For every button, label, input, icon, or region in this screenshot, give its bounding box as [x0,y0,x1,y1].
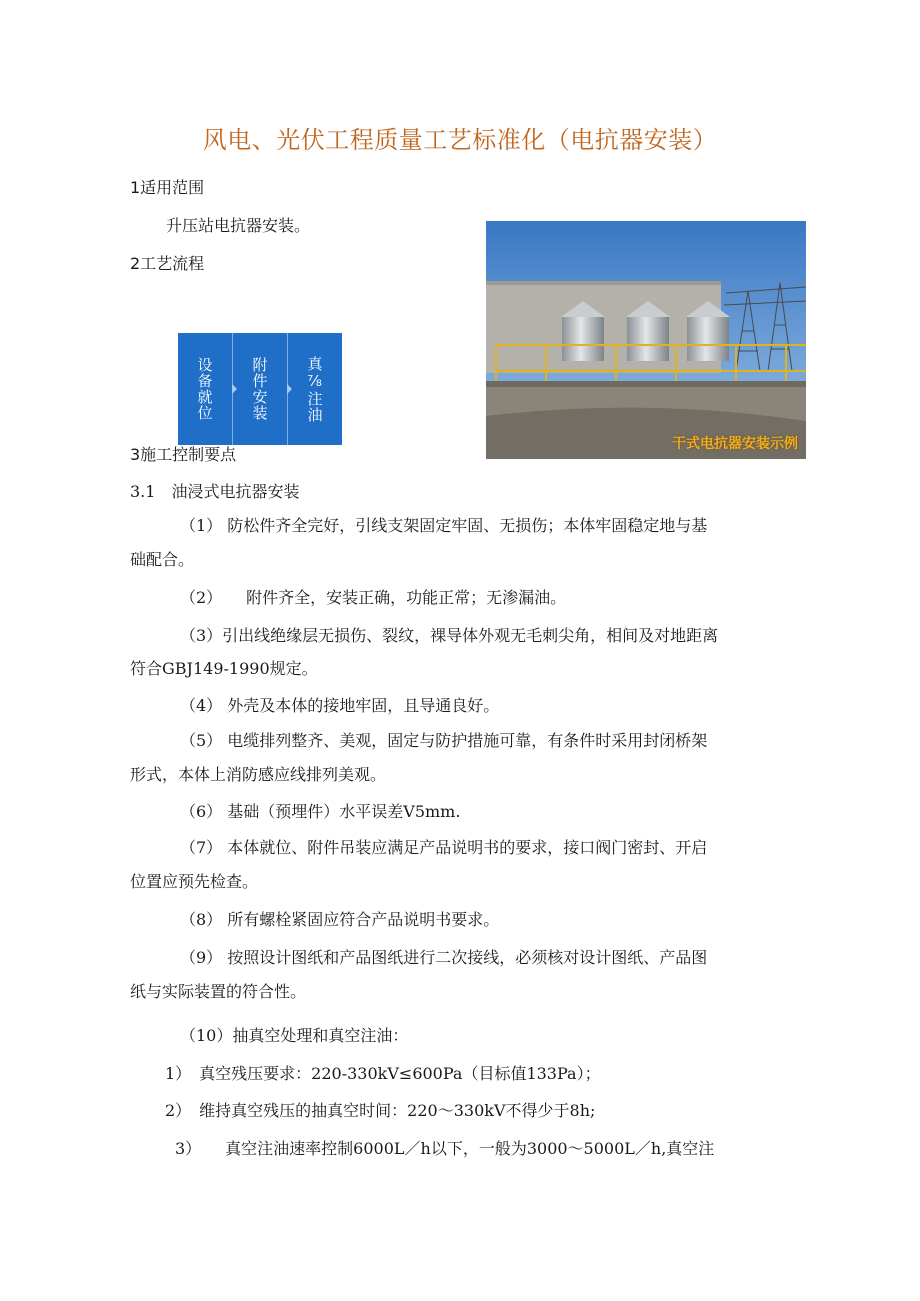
photo-caption: 干式电抗器安装示例 [672,436,798,452]
section-heading-scope: 1适用范围 [130,178,205,197]
list-item: （7） 本体就位、附件吊装应满足产品说明书的要求，接口阀门密封、开启 [180,838,708,857]
list-item: （5） 电缆排列整齐、美观，固定与防护措施可靠，有条件时采用封闭桥架 [180,731,708,750]
list-item: （6） 基础（预埋件）水平误差V5mm. [180,802,461,821]
list-item: （3）引出线绝缘层无损伤、裂纹，裸导体外观无毛刺尖角，相间及对地距离 [180,626,719,645]
section-heading-process: 2工艺流程 [130,254,205,273]
list-item: 位置应预先检查。 [130,872,259,891]
list-item: 纸与实际装置的符合性。 [130,982,307,1001]
section-heading-control: 3施工控制要点 [130,445,237,464]
process-flow-diagram [178,333,342,445]
list-item: 3） 真空注油速率控制6000L／h以下，一般为3000～5000L／h,真空注 [175,1139,715,1158]
scope-text: 升压站电抗器安装。 [166,216,311,235]
flow-step-3 [288,333,342,445]
reactor-installation-photo [486,221,806,459]
list-item: （4） 外壳及本体的接地牢固，且导通良好。 [180,696,500,715]
subsection-heading: 3.1 油浸式电抗器安装 [130,482,300,501]
flow-step-2-label: 附件安装 [250,357,269,421]
flow-step-2 [233,333,288,445]
list-item: （10）抽真空处理和真空注油： [180,1026,409,1045]
page-title: 风电、光伏工程质量工艺标准化（电抗器安装） [202,126,718,154]
flow-step-3-label: 真⅞注油 [305,355,324,423]
reactor-photo-illustration [486,221,806,459]
list-item: （2） 附件齐全，安装正确，功能正常；无渗漏油。 [180,588,567,607]
flow-arrow-icon [232,384,237,394]
flow-step-1 [178,333,233,445]
list-item: （9） 按照设计图纸和产品图纸进行二次接线，必须核对设计图纸、产品图 [180,948,708,967]
list-item: 础配合。 [130,550,195,569]
list-item: 1） 真空残压要求：220-330kV≤600Pa（目标值133Pa）； [165,1064,601,1083]
flow-arrow-icon [287,384,292,394]
list-item: 2） 维持真空残压的抽真空时间：220～330kV不得少于8h; [165,1101,596,1120]
list-item: （8） 所有螺栓紧固应符合产品说明书要求。 [180,910,500,929]
list-item: 形式，本体上消防感应线排列美观。 [130,765,387,784]
flow-step-1-label: 设备就位 [195,357,214,421]
list-item: （1） 防松件齐全完好，引线支架固定牢固、无损伤；本体牢固稳定地与基 [180,516,708,535]
list-item: 符合GBJ149-1990规定。 [130,659,318,678]
